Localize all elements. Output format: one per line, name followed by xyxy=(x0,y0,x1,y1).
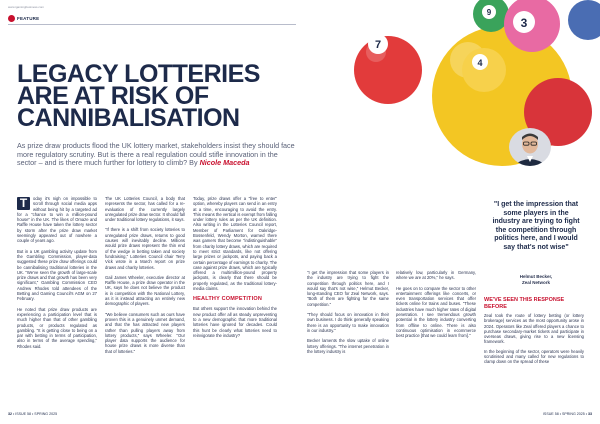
headline-line-2: ARE AT RISK OF xyxy=(17,82,209,110)
article-column-4 xyxy=(307,270,389,359)
page-footer xyxy=(8,412,592,416)
paragraph: relatively low, particularly in Germany, where we are at 20%," he says. xyxy=(396,270,476,281)
paragraph: Zeal took the route of lottery betting (or lottery brokerage) services as the most opportunity arose in 2024. Operators like Zeal offered players a chance to purchase secondary-market tickets and participate in overseas draws, giving rise to a new licensing framework. xyxy=(484,313,584,345)
paragraph: "If there is a shift from society lotteries to unregulated prize draws, returns to good causes will inevitably decline. Millions would prize draws represent the thin end of the wedge in betting taken and society fundraising," Lotteries Council chair Terry Vick wrote in a March report on prize draws and charity lotteries. xyxy=(105,227,185,270)
lottery-balls-illustration xyxy=(296,0,600,192)
paragraph: He goes on to compare the sector to other entertainment offerings like concerts, or even transportation services that offer tickets online for trains and buses. "These industries have much higher rates of digital penetration. I see tremendous growth potential in the lottery industry converting from offline to online. There is also continuous optimisation in ecommerce best practice [that we could learn from]." xyxy=(396,285,476,339)
paragraph: "We believe consumers such as ours have proven this is a genuinely unmet demand, and that the has attracted new players rather than pulling players away from lottery products," says Wheeler. "Our player data supports the audience for house prize draws is more diverse than that of lotteries." xyxy=(105,311,185,354)
site-url: www.igamingbusiness.com xyxy=(8,5,45,9)
pull-quote-attribution xyxy=(489,274,583,286)
footer-right: ISSUE 58 • SPRING 2025 • 33 xyxy=(542,412,592,416)
yellow-ball-4-icon xyxy=(462,48,506,92)
paragraph: T oday it's nigh on impossible to scroll through social media apps without being hit by a targeted ad for a "chance to win a million-pound house" in the UK. The likes of Omaze and Raffle House have taken the lottery sector by storm after the prize draw market seemingly appeared out of nowhere a couple of years ago. xyxy=(17,196,97,244)
paragraph: But others support the innovation behind the new product offer all as steady unpreventing to a new demographic that more traditional lotteries have ignored for decades. Could this hunt be clearly what lotteries need to reinvigorate the industry? xyxy=(193,306,277,338)
paragraph: Becker laments the slow uptake of online lottery offerings. "The internet penetration in the lottery industry is xyxy=(307,338,389,354)
svg-text:7: 7 xyxy=(374,39,382,51)
article-column-1 xyxy=(17,196,97,354)
section-subhead: WE'VE SEEN THIS RESPONSE BEFORE xyxy=(484,297,565,310)
left-page-number: 32 xyxy=(8,412,12,416)
article-column-3 xyxy=(193,196,277,343)
paragraph: Gail James Wheeler, executive director at Raffle House, a prize draw operator in the UK, says he does not believe the product is in competition with the National Lottery, as it is instead attracting an entirely new demographic of players. xyxy=(105,274,185,307)
standfirst xyxy=(17,142,299,168)
quote-name: Helmut Becker, xyxy=(519,274,553,279)
quote-org: Zeal Network xyxy=(521,280,550,285)
right-page-number: 33 xyxy=(588,412,592,416)
subhead-healthy-competition: HEALTHY COMPETITION xyxy=(193,296,262,303)
paragraph: He noted that prize draw products are experiencing a participation level that is much higher than that of other gambling products, or products regulated as gambling. "It is getting close to being on a par with betting in terms of participation, also in terms of the average spending," Rhodes said. xyxy=(17,306,97,349)
paragraph: Today, prize draws offer a "free to enter" option, whereby players can send in an entry at a time, encouraging to avoid the entry. This means the vertical is exempt from falling under lottery rules as per the UK definition. Also writing in the Lotteries Council report, Member of Parliament for Oakridge-Bossenfeld, Wendy Morton, warned there was gamers that become "indistinguishable" from charity lottery draws, which are required to meet strict standards, like not offering large prizes or jackpots, and paying back a certain percentage of earnings to charity. The case against prize draws, which are typically offered a multimillion-pound property jackpots, is clearly that there should be properly regulated, as the traditional lottery-media claims. xyxy=(193,196,277,292)
drop-cap: T xyxy=(17,197,30,210)
paragraph: "They should focus on innovation in their own business. I do think generally speaking there is an opportunity to make innovation in our industry." xyxy=(307,312,389,333)
article-column-5 xyxy=(396,270,476,344)
section-tag xyxy=(8,15,39,22)
paragraph: "I get the impression that some players in the industry are trying to fight the competition through politics here, and I would say that's not wise," Helmut Becker, long-standing CEO for Zeal Network, says. "Both of them are fighting for the same competition." xyxy=(307,270,389,307)
pull-quote: "I get the impression that some players in the industry are trying to fight the competition through politics here, and I would say that's not wise" xyxy=(492,201,580,251)
section-dot-icon xyxy=(8,15,15,22)
headline-line-1: LEGACY LOTTERIES xyxy=(17,60,260,88)
byline-author: Nicole Maceda xyxy=(199,158,250,168)
portrait-photo xyxy=(509,128,551,166)
article-column-2 xyxy=(105,196,185,359)
svg-text:3: 3 xyxy=(520,16,528,30)
headline-line-3: CANNIBALISATION xyxy=(17,104,240,132)
svg-text:9: 9 xyxy=(486,8,492,17)
left-issue: ISSUE 58 • SPRING 2025 xyxy=(15,412,58,416)
standfirst-text: As prize draw products flood the UK lottery market, stakeholders insist they should face more regulatory scrutiny. But is there a real regulation could stifle innovation in the sector – and is there much further for lottery to climb? By xyxy=(17,141,295,168)
article-headline xyxy=(17,60,287,132)
paragraph: But in a UK gambling activity update from the Gambling Commission, player-data suggested these prize draw offerings could be cannibalising traditional lotteries in the UK. "We've seen the growth of large-scale prize draws and that growth has been very significant," Gambling Commission CEO Andrew Rhodes told attendees of the Betting and Gaming Council's AGM on 27 February. xyxy=(17,248,97,302)
right-issue: ISSUE 58 • SPRING 2025 xyxy=(542,412,585,416)
footer-left: 32 • ISSUE 58 • SPRING 2025 xyxy=(8,412,58,416)
paragraph: In the beginning of the sector, operators were heavily scrutinised and many called for new regulations to clamp down on the spread of these xyxy=(484,348,584,365)
section-body xyxy=(484,313,584,369)
svg-text:4: 4 xyxy=(477,58,483,68)
paragraph: The UK Lotteries Council, a body that represents the sector, has called for a re-evaluation of the currently largely unregulated prize draw sector. It should fall under traditional lottery regulations, it says. xyxy=(105,196,185,223)
section-label: FEATURE xyxy=(17,16,40,21)
